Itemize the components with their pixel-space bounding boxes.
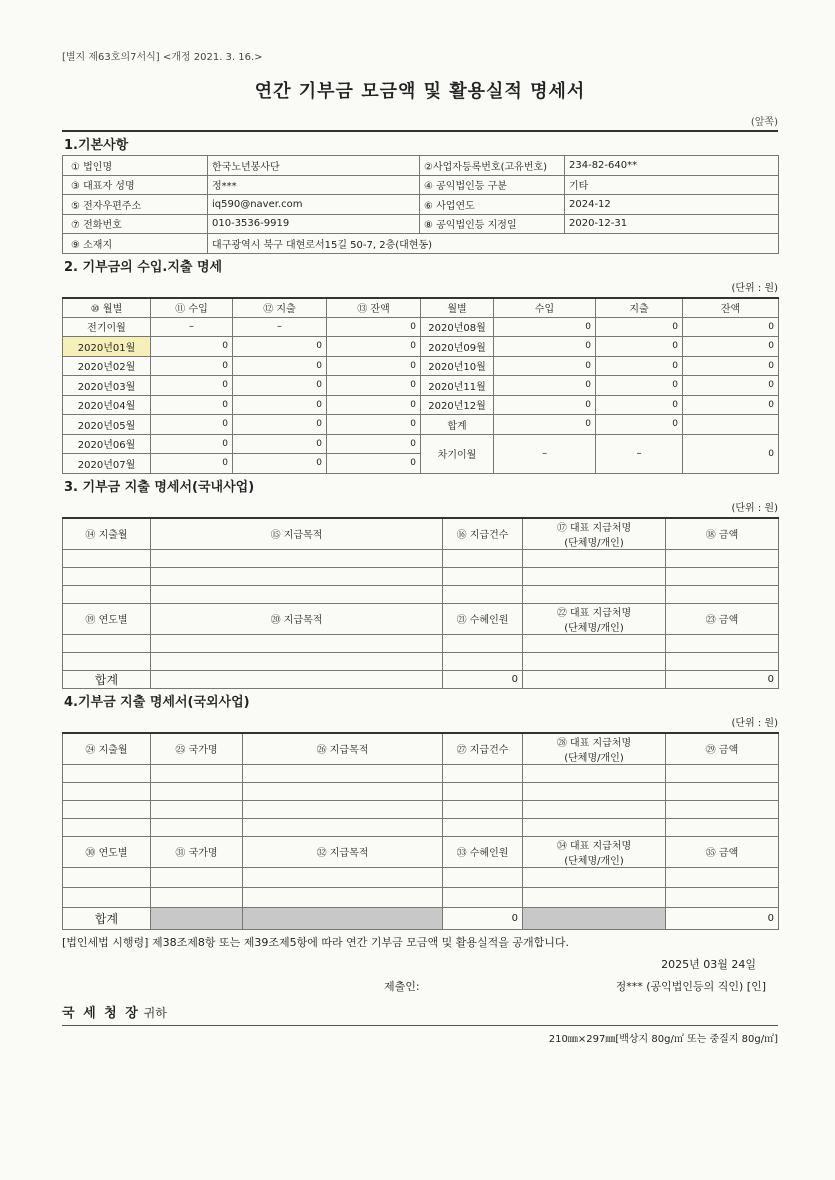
- submitter-line: [62, 978, 778, 998]
- rep-label: ③ 대표자 성명: [63, 175, 208, 195]
- section-basic-title: 1.기본사항: [62, 130, 778, 155]
- col-header: ⑩ 월별: [63, 298, 151, 318]
- balance-cell: [683, 415, 779, 435]
- section-domestic-title: 3. 기부금 지출 명세서(국내사업): [64, 479, 255, 495]
- income-cell: 0: [151, 415, 233, 435]
- table-row: [63, 415, 779, 435]
- col-header: ⑮ 지급목적: [151, 518, 443, 550]
- biz-no-label: ②사업자등록번호(고유번호): [420, 156, 565, 176]
- rep-value: 정***: [208, 175, 420, 195]
- biz-no-value: 234-82-640**: [565, 156, 779, 176]
- table-row: [63, 376, 779, 396]
- shaded-cell: [523, 907, 666, 929]
- table-row: [63, 887, 779, 907]
- expense-cell: 0: [233, 434, 327, 454]
- table-header-row: [63, 298, 779, 318]
- balance-cell: 0: [327, 434, 421, 454]
- type-label: ④ 공익법인등 구분: [420, 175, 565, 195]
- col-header: ㉟ 금액: [666, 836, 779, 867]
- income-cell: 0: [494, 376, 596, 396]
- shaded-cell: [243, 907, 443, 929]
- table-row: [63, 782, 779, 800]
- table-header-row: [63, 518, 779, 550]
- balance-cell: 0: [327, 415, 421, 435]
- expense-cell: 0: [596, 395, 683, 415]
- type-value: 기타: [565, 175, 779, 195]
- phone-value: 010-3536-9919: [208, 214, 420, 234]
- col-header: ㉑ 수혜인원: [443, 603, 523, 634]
- carry-expense-cell: –: [596, 434, 683, 473]
- recipient-name: 국 세 청 장: [62, 1005, 140, 1021]
- expense-cell: 0: [596, 415, 683, 435]
- income-cell: 0: [151, 395, 233, 415]
- total-amount: 0: [666, 907, 779, 929]
- recipient-suffix: 귀하: [143, 1005, 167, 1020]
- col-header-line1: ㉘ 대표 지급처명: [556, 737, 632, 749]
- balance-cell: 0: [683, 337, 779, 357]
- table-row: [63, 175, 779, 195]
- col-header: ㉕ 국가명: [151, 733, 243, 765]
- expense-cell: 0: [233, 356, 327, 376]
- unit-label: (단위 : 원): [731, 502, 778, 514]
- carry-balance-cell: 0: [683, 434, 779, 473]
- col-header: 월별: [421, 298, 494, 318]
- section-overseas-title: 4.기부금 지출 명세서(국외사업): [64, 694, 250, 710]
- balance-cell: 0: [327, 317, 421, 337]
- col-header: ㉛ 국가명: [151, 836, 243, 867]
- table-header-row: [63, 603, 779, 634]
- col-header: ⑱ 금액: [666, 518, 779, 550]
- col-header: ⑭ 지출월: [63, 518, 151, 550]
- address-value: 대구광역시 북구 대현로서15길 50-7, 2층(대현동): [208, 234, 779, 254]
- table-row: [63, 337, 779, 357]
- paper-spec: 210㎜×297㎜[백상지 80g/㎡ 또는 중질지 80g/㎡]: [548, 1033, 778, 1045]
- year-label: ⑥ 사업연도: [420, 195, 565, 215]
- table-row: [63, 195, 779, 215]
- balance-cell: 0: [327, 454, 421, 474]
- form-number: [별지 제63호의7서식] <개정 2021. 3. 16.>: [62, 52, 263, 63]
- month-cell: 2020년07월: [63, 454, 151, 474]
- submitter-label: 제출인:: [384, 979, 420, 993]
- table-row: [63, 652, 779, 670]
- total-row: [63, 670, 779, 688]
- col-header: ㉖ 지급목적: [243, 733, 443, 765]
- month-cell: 2020년11월: [421, 376, 494, 396]
- table-header-row: [63, 836, 779, 867]
- col-header: ⑳ 지급목적: [151, 603, 443, 634]
- month-cell: 2020년02월: [63, 356, 151, 376]
- expense-cell: 0: [233, 415, 327, 435]
- col-header: 잔액: [683, 298, 779, 318]
- total-label-cell: 합계: [421, 415, 494, 435]
- month-cell: 2020년04월: [63, 395, 151, 415]
- income-cell: 0: [494, 415, 596, 435]
- table-row: [63, 434, 779, 454]
- table-header-row: [63, 733, 779, 765]
- expense-cell: 0: [233, 337, 327, 357]
- balance-cell: 0: [327, 395, 421, 415]
- section-income-title: 2. 기부금의 수입.지출 명세: [64, 259, 223, 275]
- total-label: 합계: [63, 907, 151, 929]
- income-cell: –: [151, 317, 233, 337]
- month-cell: 전기이월: [63, 317, 151, 337]
- col-header: ㉚ 연도별: [63, 836, 151, 867]
- col-header: [523, 518, 666, 550]
- table-row: [63, 156, 779, 176]
- submission-date: 2025년 03월 24일: [661, 957, 756, 971]
- total-amount: 0: [666, 670, 779, 688]
- corp-name-label: ① 법인명: [63, 156, 208, 176]
- total-count: 0: [443, 670, 523, 688]
- domestic-expense-table: [62, 517, 779, 689]
- col-header: ㉙ 금액: [666, 733, 779, 765]
- unit-label: (단위 : 원): [731, 717, 778, 729]
- col-header: 수입: [494, 298, 596, 318]
- income-cell: 0: [151, 454, 233, 474]
- table-row: [63, 867, 779, 887]
- expense-cell: 0: [596, 337, 683, 357]
- col-header: ⑫ 지출: [233, 298, 327, 318]
- income-expense-table: [62, 297, 779, 474]
- income-cell: 0: [494, 317, 596, 337]
- income-cell: 0: [151, 356, 233, 376]
- table-row: [63, 800, 779, 818]
- col-header: [523, 836, 666, 867]
- address-label: ⑨ 소재지: [63, 234, 208, 254]
- form-page: [62, 48, 778, 1045]
- col-header-line2: (단체명/개인): [564, 537, 624, 549]
- expense-cell: 0: [233, 454, 327, 474]
- email-label: ⑤ 전자우편주소: [63, 195, 208, 215]
- col-header-line2: (단체명/개인): [564, 622, 624, 634]
- col-header: ㉔ 지출월: [63, 733, 151, 765]
- expense-cell: 0: [233, 376, 327, 396]
- phone-label: ⑦ 전화번호: [63, 214, 208, 234]
- balance-cell: 0: [327, 376, 421, 396]
- income-cell: 0: [494, 395, 596, 415]
- table-row: [63, 317, 779, 337]
- balance-cell: 0: [683, 356, 779, 376]
- balance-cell: 0: [683, 317, 779, 337]
- expense-cell: 0: [596, 376, 683, 396]
- balance-cell: 0: [327, 337, 421, 357]
- table-row: [63, 818, 779, 836]
- carry-income-cell: –: [494, 434, 596, 473]
- income-cell: 0: [151, 376, 233, 396]
- col-header: 지출: [596, 298, 683, 318]
- total-label: 합계: [63, 670, 151, 688]
- designation-label: ⑧ 공익법인등 지정일: [420, 214, 565, 234]
- expense-cell: 0: [596, 317, 683, 337]
- table-row: [63, 549, 779, 567]
- overseas-expense-table: [62, 732, 779, 930]
- month-cell: 2020년12월: [421, 395, 494, 415]
- table-row: [63, 634, 779, 652]
- col-header: ⑬ 잔액: [327, 298, 421, 318]
- balance-cell: 0: [683, 376, 779, 396]
- carry-forward-label: 차기이월: [421, 434, 494, 473]
- balance-cell: 0: [683, 395, 779, 415]
- col-header-line1: ㉒ 대표 지급처명: [556, 607, 632, 619]
- col-header-line2: (단체명/개인): [564, 752, 624, 764]
- table-row: [63, 214, 779, 234]
- col-header-line2: (단체명/개인): [564, 855, 624, 867]
- corp-name-value: 한국노년봉사단: [208, 156, 420, 176]
- income-cell: 0: [151, 337, 233, 357]
- col-header: ㉜ 지급목적: [243, 836, 443, 867]
- month-cell: 2020년05월: [63, 415, 151, 435]
- legal-basis-text: [법인세법 시행령] 제38조제8항 또는 제39조제5항에 따라 연간 기부금 모금액 및 활용실적을 공개합니다.: [62, 935, 569, 949]
- shaded-cell: [151, 907, 243, 929]
- col-header: ⑪ 수입: [151, 298, 233, 318]
- front-side-label: (앞쪽): [750, 117, 778, 128]
- submitter-name: 정*** (공익법인등의 직인) [인]: [615, 979, 766, 993]
- page-title: 연간 기부금 모금액 및 활용실적 명세서: [254, 81, 586, 102]
- designation-value: 2020-12-31: [565, 214, 779, 234]
- table-row: [63, 567, 779, 585]
- recipient-line: [62, 1002, 778, 1026]
- col-header-line1: ⑰ 대표 지급처명: [556, 522, 632, 534]
- income-cell: 0: [151, 434, 233, 454]
- month-cell: 2020년06월: [63, 434, 151, 454]
- col-header: ㉗ 지급건수: [443, 733, 523, 765]
- month-cell: 2020년09월: [421, 337, 494, 357]
- expense-cell: –: [233, 317, 327, 337]
- email-value: iq590@naver.com: [208, 195, 420, 215]
- col-header: ㉝ 수혜인원: [443, 836, 523, 867]
- expense-cell: 0: [233, 395, 327, 415]
- total-row: [63, 907, 779, 929]
- table-row: [63, 234, 779, 254]
- expense-cell: 0: [596, 356, 683, 376]
- total-count: 0: [443, 907, 523, 929]
- col-header: ⑯ 지급건수: [443, 518, 523, 550]
- col-header: [523, 733, 666, 765]
- col-header: ⑲ 연도별: [63, 603, 151, 634]
- balance-cell: 0: [327, 356, 421, 376]
- table-row: [63, 395, 779, 415]
- income-cell: 0: [494, 337, 596, 357]
- month-cell: 2020년10월: [421, 356, 494, 376]
- year-value: 2024-12: [565, 195, 779, 215]
- month-cell: 2020년03월: [63, 376, 151, 396]
- unit-label: (단위 : 원): [731, 282, 778, 294]
- month-cell: 2020년08월: [421, 317, 494, 337]
- basic-info-table: [62, 155, 779, 254]
- col-header: ㉓ 금액: [666, 603, 779, 634]
- month-cell: 2020년01월: [63, 337, 151, 357]
- col-header: [523, 603, 666, 634]
- table-row: [63, 356, 779, 376]
- table-row: [63, 764, 779, 782]
- income-cell: 0: [494, 356, 596, 376]
- col-header-line1: ㉞ 대표 지급처명: [556, 840, 632, 852]
- table-row: [63, 585, 779, 603]
